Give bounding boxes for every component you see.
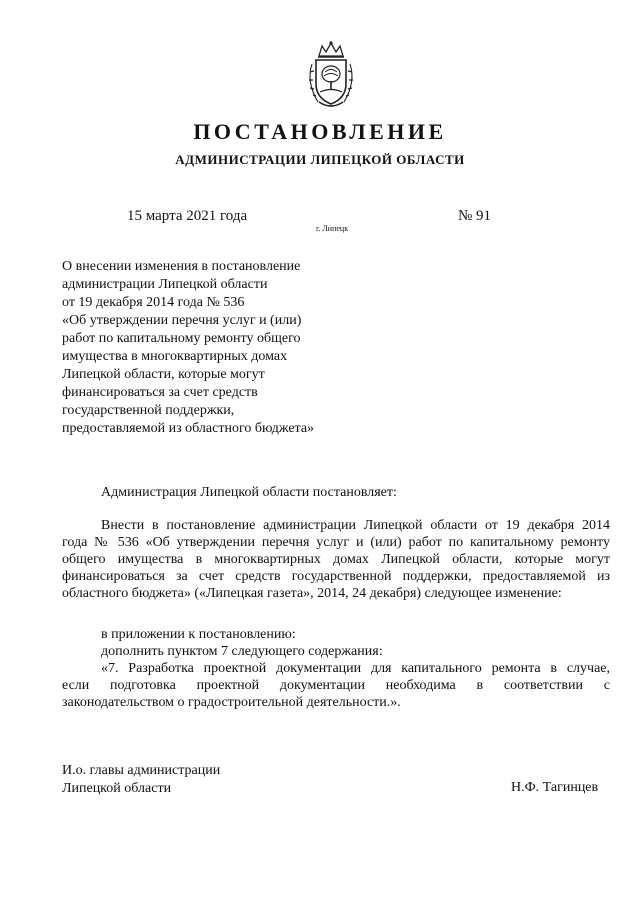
subject-line: имущества в многоквартирных домах bbox=[62, 349, 288, 364]
subject-line: работ по капитальному ремонту общего bbox=[62, 331, 301, 346]
supplement-paragraph: дополнить пунктом 7 следующего содержания: bbox=[101, 644, 383, 659]
document-subtitle: АДМИНИСТРАЦИИ ЛИПЕЦКОЙ ОБЛАСТИ bbox=[175, 152, 465, 167]
coat-of-arms-icon bbox=[302, 40, 360, 110]
main-paragraph bbox=[62, 517, 610, 602]
subject-line: государственной поддержки, bbox=[62, 403, 235, 418]
main-line: областного бюджета» («Липецкая газета», 2014, 24 декабря) следующее изменение: bbox=[62, 586, 562, 601]
signatory-name: Н.Ф. Тагинцев bbox=[511, 780, 599, 795]
subject-line: «Об утверждении перечня услуг и (или) bbox=[62, 313, 302, 328]
main-line: Внести в постановление администрации Липецкой области от 19 декабря 2014 bbox=[101, 518, 610, 533]
signatory-position-line: И.о. главы администрации bbox=[62, 763, 221, 778]
quote-line: если подготовка проектной документации необходима в соответствии с bbox=[62, 678, 610, 693]
document-date: 15 марта 2021 года bbox=[127, 208, 248, 224]
document-title: ПОСТАНОВЛЕНИЕ bbox=[193, 119, 447, 144]
subject-line: Липецкой области, которые могут bbox=[62, 367, 265, 382]
preamble-paragraph: Администрация Липецкой области постановляет: bbox=[101, 485, 397, 500]
subject-line: предоставляемой из областного бюджета» bbox=[62, 421, 315, 436]
main-line: общего имущества в многоквартирных домах Липецкой области, которые могут bbox=[62, 552, 610, 567]
subject-line: О внесении изменения в постановление bbox=[62, 259, 301, 274]
subject-line: администрации Липецкой области bbox=[62, 277, 268, 292]
quote-line: «7. Разработка проектной документации для капитального ремонта в случае, bbox=[101, 661, 610, 676]
signatory-position-line: Липецкой области bbox=[62, 781, 172, 796]
main-line: года № 536 «Об утверждении перечня услуг и (или) работ по капитальному ремонту bbox=[62, 535, 610, 550]
document-number: № 91 bbox=[458, 208, 492, 224]
subject-line: от 19 декабря 2014 года № 536 bbox=[62, 295, 245, 310]
quoted-amendment bbox=[62, 660, 610, 711]
subject-line: финансироваться за счет средств bbox=[62, 385, 258, 400]
quote-line: законодательством о градостроительной деятельности.». bbox=[62, 695, 401, 710]
document-city: г. Липецк bbox=[316, 224, 349, 233]
appendix-paragraph: в приложении к постановлению: bbox=[101, 627, 296, 642]
main-line: финансироваться за счет средств государственной поддержки, предоставляемой из bbox=[62, 569, 610, 584]
signatory-position bbox=[62, 762, 220, 798]
document-subject bbox=[62, 258, 314, 438]
